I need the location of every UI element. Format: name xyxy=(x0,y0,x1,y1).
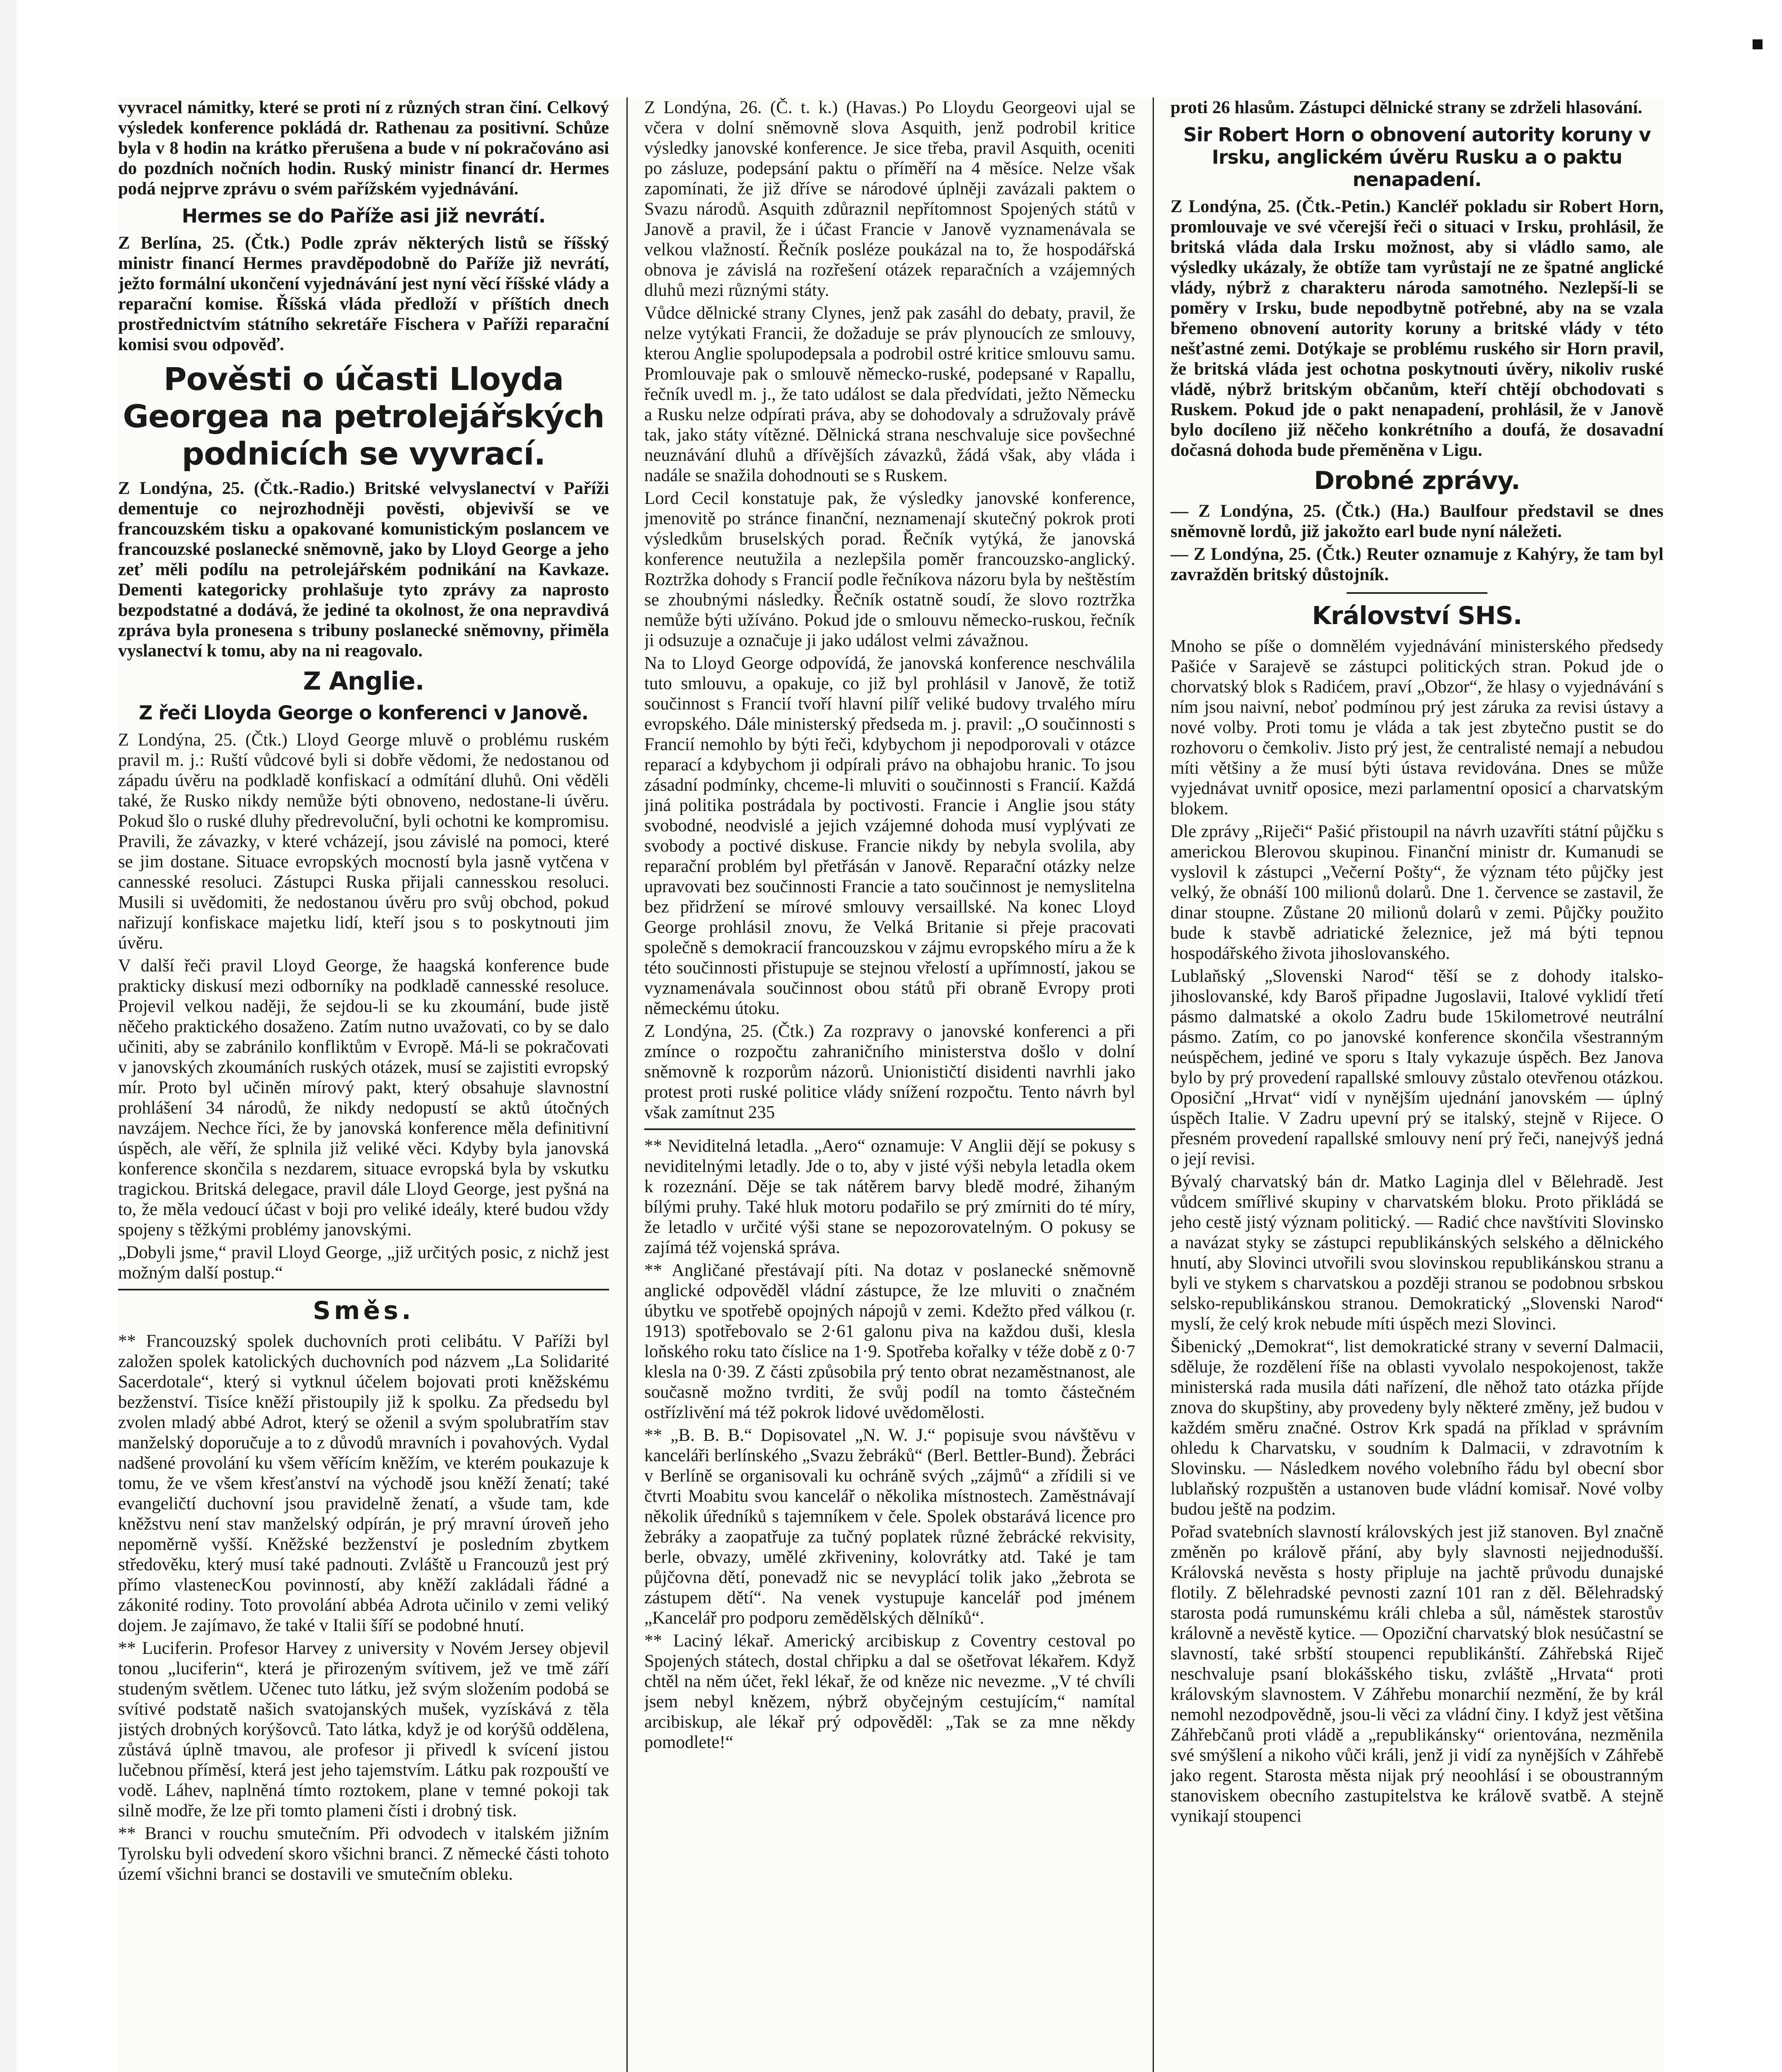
article-text: ** Luciferin. Profesor Harvey z university v Novém Jersey objevil tonou „luciferin“, která je přirozeným svítivem, jež ve tmě září studeným světlem. Učenec tuto látku, jež svým složením podobá se svítivé podstatě našich svatojanských mušek, vyzískává z těla jistých drobných korýšovců. Tato látka, když je od korýšů oddělena, zůstává úplně tmavou, ale profesor ji přivedl k svícení jistou lučebnou příměsí, která jest jeho tajemstvím. Látku pak rozpouští ve vodě. Láhev, naplněná tímto roztokem, plane v temné pokoji tak silně modře, že lze při tomto plameni čísti i drobný tisk. xyxy=(118,1639,609,1820)
article-text: Lublaňský „Slovenski Narod“ těší se z dohody italsko-jihoslovanské, kdy Baroš připadne Jugoslavii, Italové vyklidí třetí pásmo dalmatské a okolo Zadru bude 15kilometrové neutrální pásmo. Zatím, co po janovské konference skončila všestranným neúspěchem, jediné ve sporu s Italy vykazuje úspěch. Bez Janova bylo by prý provedení rapallské smlouvy zůstalo otevřenou otázkou. Oposiční „Hrvat“ vidí v nynějším ujednání janovském — úplný úspěch Italie. V Zadru upevní prý se italský, stejně v Rijece. O přesném provedení rapallské smlouvy není prý řeči, nanejvýš jedná o její revisi. xyxy=(1170,966,1664,1169)
section-heading: Směs. xyxy=(313,1296,414,1325)
article-text: vyvracel námitky, které se proti ní z různých stran činí. Celkový výsledek konference pokládá dr. Rathenau za positivní. Schůze byla v 8 hodin na krátko přerušena a bude v ní pokračováno asi do pozdních nočních hodin. Ruský ministr financí dr. Hermes podá nejprve zprávu o svém pařížském vyjednávání. xyxy=(118,98,609,198)
article-text: V další řeči pravil Lloyd George, že haagská konference bude prakticky diskusí mezi odborníky na podkladě cannesské resoluce. Projevil velkou naději, že sejdou-li se ku zkoumání, bude jistě něčeho praktického dosaženo. Zatím nutno uvažovati, co by se dalo učiniti, aby se zabránilo konfliktům v Evropě. Má-li se pokračovati v janovských zkoumáních ruských otázek, musí se zajistiti evropský mír. Proto byl učiněn mírový pakt, který obsahuje slavnostní prohlášení 34 národů, že nikdy nedopustí se aktů útočných navzájem. Nechce říci, že by janovská konference měla definitivní úspěch, ale věří, že splnila již veliké věci. Kdyby byla janovská konference skončila s nezdarem, situace evropská byla by vskutku tragickou. Britská delegace, pravil dále Lloyd George, jest pyšná na to, že měla vedoucí účast v boji pro veliké ideály, které budou vždy spojeny s těžkými problémy janovskými. xyxy=(118,956,609,1239)
article-text: Z Londýna, 26. (Č. t. k.) (Havas.) Po Lloydu Georgeovi ujal se včera v dolní sněmovně slova Asquith, jenž podrobil kritice výsledky janovské konference. Je sice třeba, pravil Asquith, oceniti po zásluze, podepsání paktu o příměří na 4 měsíce. Nelze však zapomínati, že již dříve se národové úplněji zavázali paktem o Svazu národů. Asquith zdůraznil nepřítomnost Spojených států v Janově a pravil, že i účast Francie v Janově vyznamenávala se velkou vlažností. Řečník posléze poukázal na to, že hospodářská obnova je závislá na rozřešení otázek reparačních a vzájemných dluhů mezi různými státy. xyxy=(644,98,1135,300)
article-text: ** Francouzský spolek duchovních proti celibátu. V Paříži byl založen spolek katolických duchovních pod názvem „La Solidarité Sacerdotale“, který si vytknul účelem bojovati proti kněžskému bezženství. Tisíce kněží přistoupily již k spolku. Za předsedu byl zvolen mladý abbé Adrot, který se oženil a svým spolubratřím stav manželský doporučuje a to z důvodů mravních i povahových. Vydal nadšené provolání ku všem věřícím kněžím, ve kterém poukazuje k tomu, že ve všem křesťanství na východě jsou kněží ženatí; také evangeličtí duchovní jsou pravidelně ženatí, a všude tam, kde kněžstvu není stav manželský odpírán, je prý mravní úroveň jeho nepoměrně vyšší. Kněžské bezženství je posledním zbytkem středověku, který musí také padnouti. Zvláště u Francouzů jest prý přímo vlastenecKou povinností, aby kněží zakládali řádné a zákonité rodiny. Toto provolání abbéa Adrota učinilo v zemi veliký dojem. Je zajímavo, že také v Italii šíří se podobné hnutí. xyxy=(118,1331,609,1635)
section-rule xyxy=(644,1128,1135,1130)
article-text: Na to Lloyd George odpovídá, že janovská konference neschválila tuto smlouvu, a opakuje, co již byl prohlásil v Janově, že totiž součinnost s Francií tvoří hlavní pilíř veliké budovy trvalého míru evropského. Dále ministerský předseda m. j. pravil: „O součinnosti s Francií nemohlo by býti řeči, kdybychom ji nepodporovali v otázce reparací a kdybychom ji odpírali právo na obhajobu hranic. To jsou zásadní podmínky, chceme-li mluviti o součinnosti s Francií. Každá jiná politika postrádala by poctivosti. Francie i Anglie jsou státy svobodné, neodvislé a jejich vzájemné dohoda musí vyplývati ze svobody a poctivé diskuse. Francie nikdy by nebyla svolila, aby reparační problém byl přetřásán v Janově. Reparační otázky nelze upravovati bez součinnosti Francie a tato součinnost je nemyslitelna bez přidržení se mírové smlouvy versaillské. Na konec Lloyd George prohlásil znovu, že Velká Britanie si přeje pracovati společně s demokracií francouzskou v zájmu evropského míru a že k této součinnosti přistupuje se stejnou vřelostí a upřímností, jakou se vyznamenávala součinnost obou států při obraně Evropy proti německému útoku. xyxy=(644,654,1135,1018)
article-text: Bývalý charvatský bán dr. Matko Laginja dlel v Bělehradě. Jest vůdcem smířlivé skupiny v charvatském bloku. Proto přikládá se jeho cestě jistý význam politický. — Radić chce navštíviti Slovinsko a navázat styky se zástupci republikánských selského a dělnického hnutí, aby Slovinci utvořili svou slovinskou republikánskou stranu a byli ve stykem s charvatskou a později stranou se podobnou srbskou selsko-republikánskou stranou. Demokratický „Slovenski Narod“ myslí, že celý krok nebude míti úspěch mezi Slovinci. xyxy=(1170,1172,1664,1334)
article-text: ** Neviditelná letadla. „Aero“ oznamuje: V Anglii dějí se pokusy s neviditelnými letadly. Jde o to, aby v jisté výši nebyla letadla okem k rozeznání. Děje se tak nátěrem barvy bledě modré, žihaným bílými pruhy. Také hluk motoru podařilo se prý zmírniti do té míry, že letadlo v určité výši stane se nepozorovatelným. O pokusy se zajímá též vojenská správa. xyxy=(644,1136,1135,1257)
section-heading: Drobné zprávy. xyxy=(1314,466,1520,495)
column-2 xyxy=(644,97,1135,2072)
article-text: Z Londýna, 25. (Čtk.-Petin.) Kancléř pokladu sir Robert Horn, promlouvaje ve své včerejší řeči o situaci v Irsku, prohlásil, že britská vláda dala Irsku možnost, aby si vládlo samo, ale výsledky ukázaly, že obtíže tam vyrůstají ne ze špatné anglické vlády, nýbrž z charakteru národa samotného. Nezlepší-li se poměry v Irsku, bude nepodbytně potřebné, aby na se vzala břemeno obnovení autority koruny a britské vlády v této nešťastné zemi. Dotýkaje se problému ruského sir Horn pravil, že britská vláda jest ochotna poskytnouti úvěry, nikoliv ruské vládě, nýbrž britským občanům, kteří chtějí obchodovati s Ruskem. Pokud jde o pakt nenapadení, prohlásil, že v Janově bylo docíleno již něčeho konkrétního a doufá, že dosavadní dočasná dohoda bude přeměněna v Ligu. xyxy=(1170,197,1664,460)
article-text: Šibenický „Demokrat“, list demokratické strany v severní Dalmacii, sděluje, že rozdělení říše na oblasti vyvolalo nespokojenost, takže ministerská rada musila dáti nařízení, dle něhož tato otázka příjde znova do skupštiny, aby provedeny byly některé změny, jež budou v každém směru značné. Ostrov Krk spadá na příklad v správním ohledu k Charvatsku, v soudním k Dalmacii, v zdravotním k Slovinsku. — Následkem nového volebního řádu byl obecní sbor lublaňský rozpuštěn a ustanoven bude vládní komisař. Nové volby budou ještě na podzim. xyxy=(1170,1337,1664,1519)
column-divider xyxy=(626,97,628,2072)
article-text: Mnoho se píše o domnělém vyjednávání ministerského předsedy Pašiće v Sarajevě se zástupci politických stran. Pokud jde o chorvatský blok s Radićem, praví „Obzor“, že hlasy o vyjednávání s ním jsou naivní, neboť podmínou prý jest záruka za revisi ústavy a nové volby. Proti tomu je vláda a tak jest zbytečno pustit se do rozhovoru o čemkoliv. Jisto prý jest, že centralisté nemají a nebudou míti většiny a že musí býti ústava revidována. Dnes se může vyjednávat uvnitř oposice, mezi parlamentní oposicí a charvatským blokem. xyxy=(1170,637,1664,818)
registration-mark xyxy=(1753,39,1763,49)
article-text: ** Angličané přestávají píti. Na dotaz v poslanecké sněmovně anglické odpověděl vládní zástupce, že lze mluviti o značném úbytku ve spotřebě opojných nápojů v zemi. Kdežto před válkou (r. 1913) spotřebovalo se 2·61 galonu piva na každou duši, klesla loňského roku tato číslice na 1·9. Spotřeba kořalky v téže době z 0·7 klesla na 0·39. Z části způsobila prý tento obrat nezaměstnanost, ale současně možno tvrditi, že svůj podíl na tomto částečném ostřízlivění má též pokrok lidové uvědomělosti. xyxy=(644,1261,1135,1422)
column-divider xyxy=(1153,97,1154,2072)
article-text: Pořad svatebních slavností královských jest již stanoven. Byl značně změněn po králově přání, aby byly slavnosti nejjednodušší. Královská nevěsta s hosty připluje na jachtě průvodu dunajské flotily. Z bělehradské pevnosti zazní 101 ran z děl. Bělehradský starosta podá rumunskému králi chleba a sůl, náměstek starostův královně a nevěstě kytice. — Opoziční charvatský blok nesúčastní se slavností, také srbští stoupenci republikánští. Záhřebská Riječ neschvaluje psaní blokášského tisku, zvláště „Hrvata“ proti královským slavnostem. V Záhřebu monarchií nezmění, že by král nemohl nezodpovědně, jsou-li věci za vládní činy. I když jest většina Záhřebčanů proti vládě a „republikánsky“ orientována, nezměnila své smýšlení a nikoho vůči králi, jenž ji vidí za nynějších v Záhřebě jako regent. Starosta města nijak prý neoohlásí i se oboustranným stanoviskem obecního zastupitelstva ke králově svatbě. A stejně vynikají stoupenci xyxy=(1170,1522,1664,1826)
article-text: Z Londýna, 25. (Čtk.-Radio.) Britské velvyslanectví v Paříži dementuje co nejrozhodněji pověsti, objevivší se ve francouzském tisku a opakované komunistickým poslancem ve francouzské poslanecké sněmovně, jako by Lloyd George a jeho zeť měli podílu na petrolejářském podnikání na Kavkaze. Dementi kategoricky prohlašuje tyto zprávy za naprosto bezpodstatné a dodává, že jediné ta okolnost, že ona nepravdivá zpráva byla pronesena s tribuny poslanecké sněmovny, přiměla vyslanectví k tomu, aby na ni reagovalo. xyxy=(118,479,609,661)
short-rule xyxy=(1347,592,1487,594)
column-1 xyxy=(118,97,609,2072)
article-text: — Z Londýna, 25. (Čtk.) Reuter oznamuje z Kahýry, že tam byl zavražděn britský důstojník. xyxy=(1170,545,1664,584)
article-text: Z Berlína, 25. (Čtk.) Podle zpráv některých listů se říšský ministr financí Hermes pravděpodobně do Paříže již nevrátí, ježto formální ukončení vyjednávání jest nyní věcí říšské vlády a reparační komise. Říšská vláda předloží v příštích dnech prostřednictvím státního sekretáře Fischera v Paříži reparační komisi svou odpověď. xyxy=(118,233,609,354)
article-text: „Dobyli jsme,“ pravil Lloyd George, „již určitých posic, z nichž jest možným další postup.“ xyxy=(118,1243,609,1283)
newspaper-page xyxy=(118,97,1664,2072)
column-3 xyxy=(1170,97,1664,2072)
article-text: ** „B. B. B.“ Dopisovatel „N. W. J.“ popisuje svou návštěvu v kanceláři berlínského „Svazu žebráků“ (Berl. Bettler-Bund). Žebráci v Berlíně se organisovali ku ochráně svých „zájmů“ a zřídili si ve čtvrti Moabitu svou kancelář o několika místnostech. Zaměstnávají několik úředníků s tajemníkem v čele. Spolek obstarává licence pro žebráky a zaopatřuje za tučný poplatek různé žebrácké rekvisity, berle, obvazy, umělé zkřiveniny, kolovrátky atd. Také je tam půjčovna dětí, ponevadž nic se nevyplácí tolik jako „žebrota se zástupem dětí“. Na venek vystupuje kancelář pod jménem „Kancelář pro podporu zemědělských dělníků“. xyxy=(644,1426,1135,1628)
section-heading: Z Anglie. xyxy=(303,667,424,696)
article-text: proti 26 hlasům. Zástupci dělnické strany se zdrželi hlasování. xyxy=(1170,98,1642,117)
page-binding-margin xyxy=(0,0,17,2072)
article-text: Lord Cecil konstatuje pak, že výsledky janovské konference, jmenovitě po stránce finanční, neznamenají skutečný pokrok proti výsledkům bruselských porad. Řečník vytýká, že janovská konference neutužila a nezlepšila poměr francouzsko-anglický. Roztržka dohody s Francií podle řečníkova názoru byla by neštěstím se zhoubnými následky. Řečník ostatně soudí, že slovo roztržka nemůže býti užíváno. Pokud jde o smlouvu německo-ruskou, řečník ji odsuzuje a označuje ji jako událost velmi závažnou. xyxy=(644,489,1135,650)
article-text: Z Londýna, 25. (Čtk.) Za rozpravy o janovské konferenci a při zmínce o rozpočtu zahraničního ministerstva došlo v dolní sněmovně k rozporům názorů. Unionističtí disidenti navrhli jako protest proti ruské politice vlády snížení rozpočtu. Tento návrh byl však zamítnut 235 xyxy=(644,1021,1135,1122)
section-rule xyxy=(118,1289,609,1290)
headline: Hermes se do Paříže asi již nevrátí. xyxy=(181,205,546,227)
article-text: Dle zprávy „Riječi“ Pašić přistoupil na návrh uzavříti státní půjčku s americkou Blerovou skupinou. Finanční ministr dr. Kumanudi se vyslovil k zástupci „Večerní Pošty“, že význam této půjčky jest velký, že obnáší 100 milionů dolarů. Dne 1. července se zastavil, že dinar stoupne. Zůstane 20 milionů dolarů v zemi. Půjčky použito bude k stavbě adriatické železnice, jež má býti tepnou hospodářského života jihoslovanského. xyxy=(1170,822,1664,963)
headline: Pověsti o účasti Lloyda Georgea na petrolejářských podnicích se vyvrací. xyxy=(123,361,604,472)
section-heading: Království SHS. xyxy=(1312,601,1522,630)
article-text: ** Laciný lékař. Americký arcibiskup z Coventry cestoval po Spojených státech, dostal chřipku a dal se ošetřovat lékařem. Když chtěl na něm účet, řekl lékař, že od kněze nic nevezme. „V té chvíli jsem nebyl knězem, nýbrž obyčejným cestujícím,“ namítal arcibiskup, ale lékař prý odpověděl: „Tak se za mne někdy pomodlete!“ xyxy=(644,1631,1135,1752)
article-text: Vůdce dělnické strany Clynes, jenž pak zasáhl do debaty, pravil, že nelze vytýkati Francii, že dožaduje se práv plynoucích ze smlouvy, kterou Anglie spolupodepsala a podrobil ostré kritice smlouvu samu. Promlouvaje pak o smlouvě německo-ruské, podepsané v Rapallu, řečník uvedl m. j., že tato událost se dala předvídati, ježto Německu a Rusku nelze odpírati práva, aby se dohodovaly a sdružovaly právě tak, jako státy vítězné. Dělnická strana neschvaluje sice povšechné neuznávání dluhů a dřívějších závazků, žádá však, aby vláda i nadále se snažila dohodnouti se s Ruskem. xyxy=(644,303,1135,485)
article-text: Z Londýna, 25. (Čtk.) Lloyd George mluvě o problému ruském pravil m. j.: Ruští vůdcové byli si dobře vědomi, že nedostanou od západu úvěru na podkladě konfiskací a odmítání dluhů. Oni věděli také, že Rusko nikdy nemůže býti obnoveno, nedostane-li úvěru. Pokud šlo o ruské dluhy předrevoluční, byli ochotni ke kompromisu. Pravili, že závazky, v které vcházejí, jsou závislé na pomoci, které se jim dostane. Situace evropských mocností byla jasně vytčena v cannesské resoluci. Zástupci Ruska přijali cannesskou resoluci. Musili si uvědomiti, že nedostanou úvěru pro svůj obchod, pokud nařizují konfiskace majetku lidí, kteří jsou s to poskytnouti jim úvěru. xyxy=(118,730,609,953)
headline: Z řeči Lloyda George o konferenci v Janově. xyxy=(139,702,588,724)
article-text: — Z Londýna, 25. (Čtk.) (Ha.) Baulfour představil se dnes sněmovně lordů, již jakožto earl bude nyní náležeti. xyxy=(1170,501,1664,541)
headline: Sir Robert Horn o obnovení autority koruny v Irsku, anglickém úvěru Rusku a o paktu nenapadení. xyxy=(1183,123,1651,191)
article-text: ** Branci v rouchu smutečním. Při odvodech v italském jižním Tyrolsku byli odvedení skoro všichni branci. Z německé části tohoto území všichni branci se dostavili ve smutečním obleku. xyxy=(118,1824,609,1884)
